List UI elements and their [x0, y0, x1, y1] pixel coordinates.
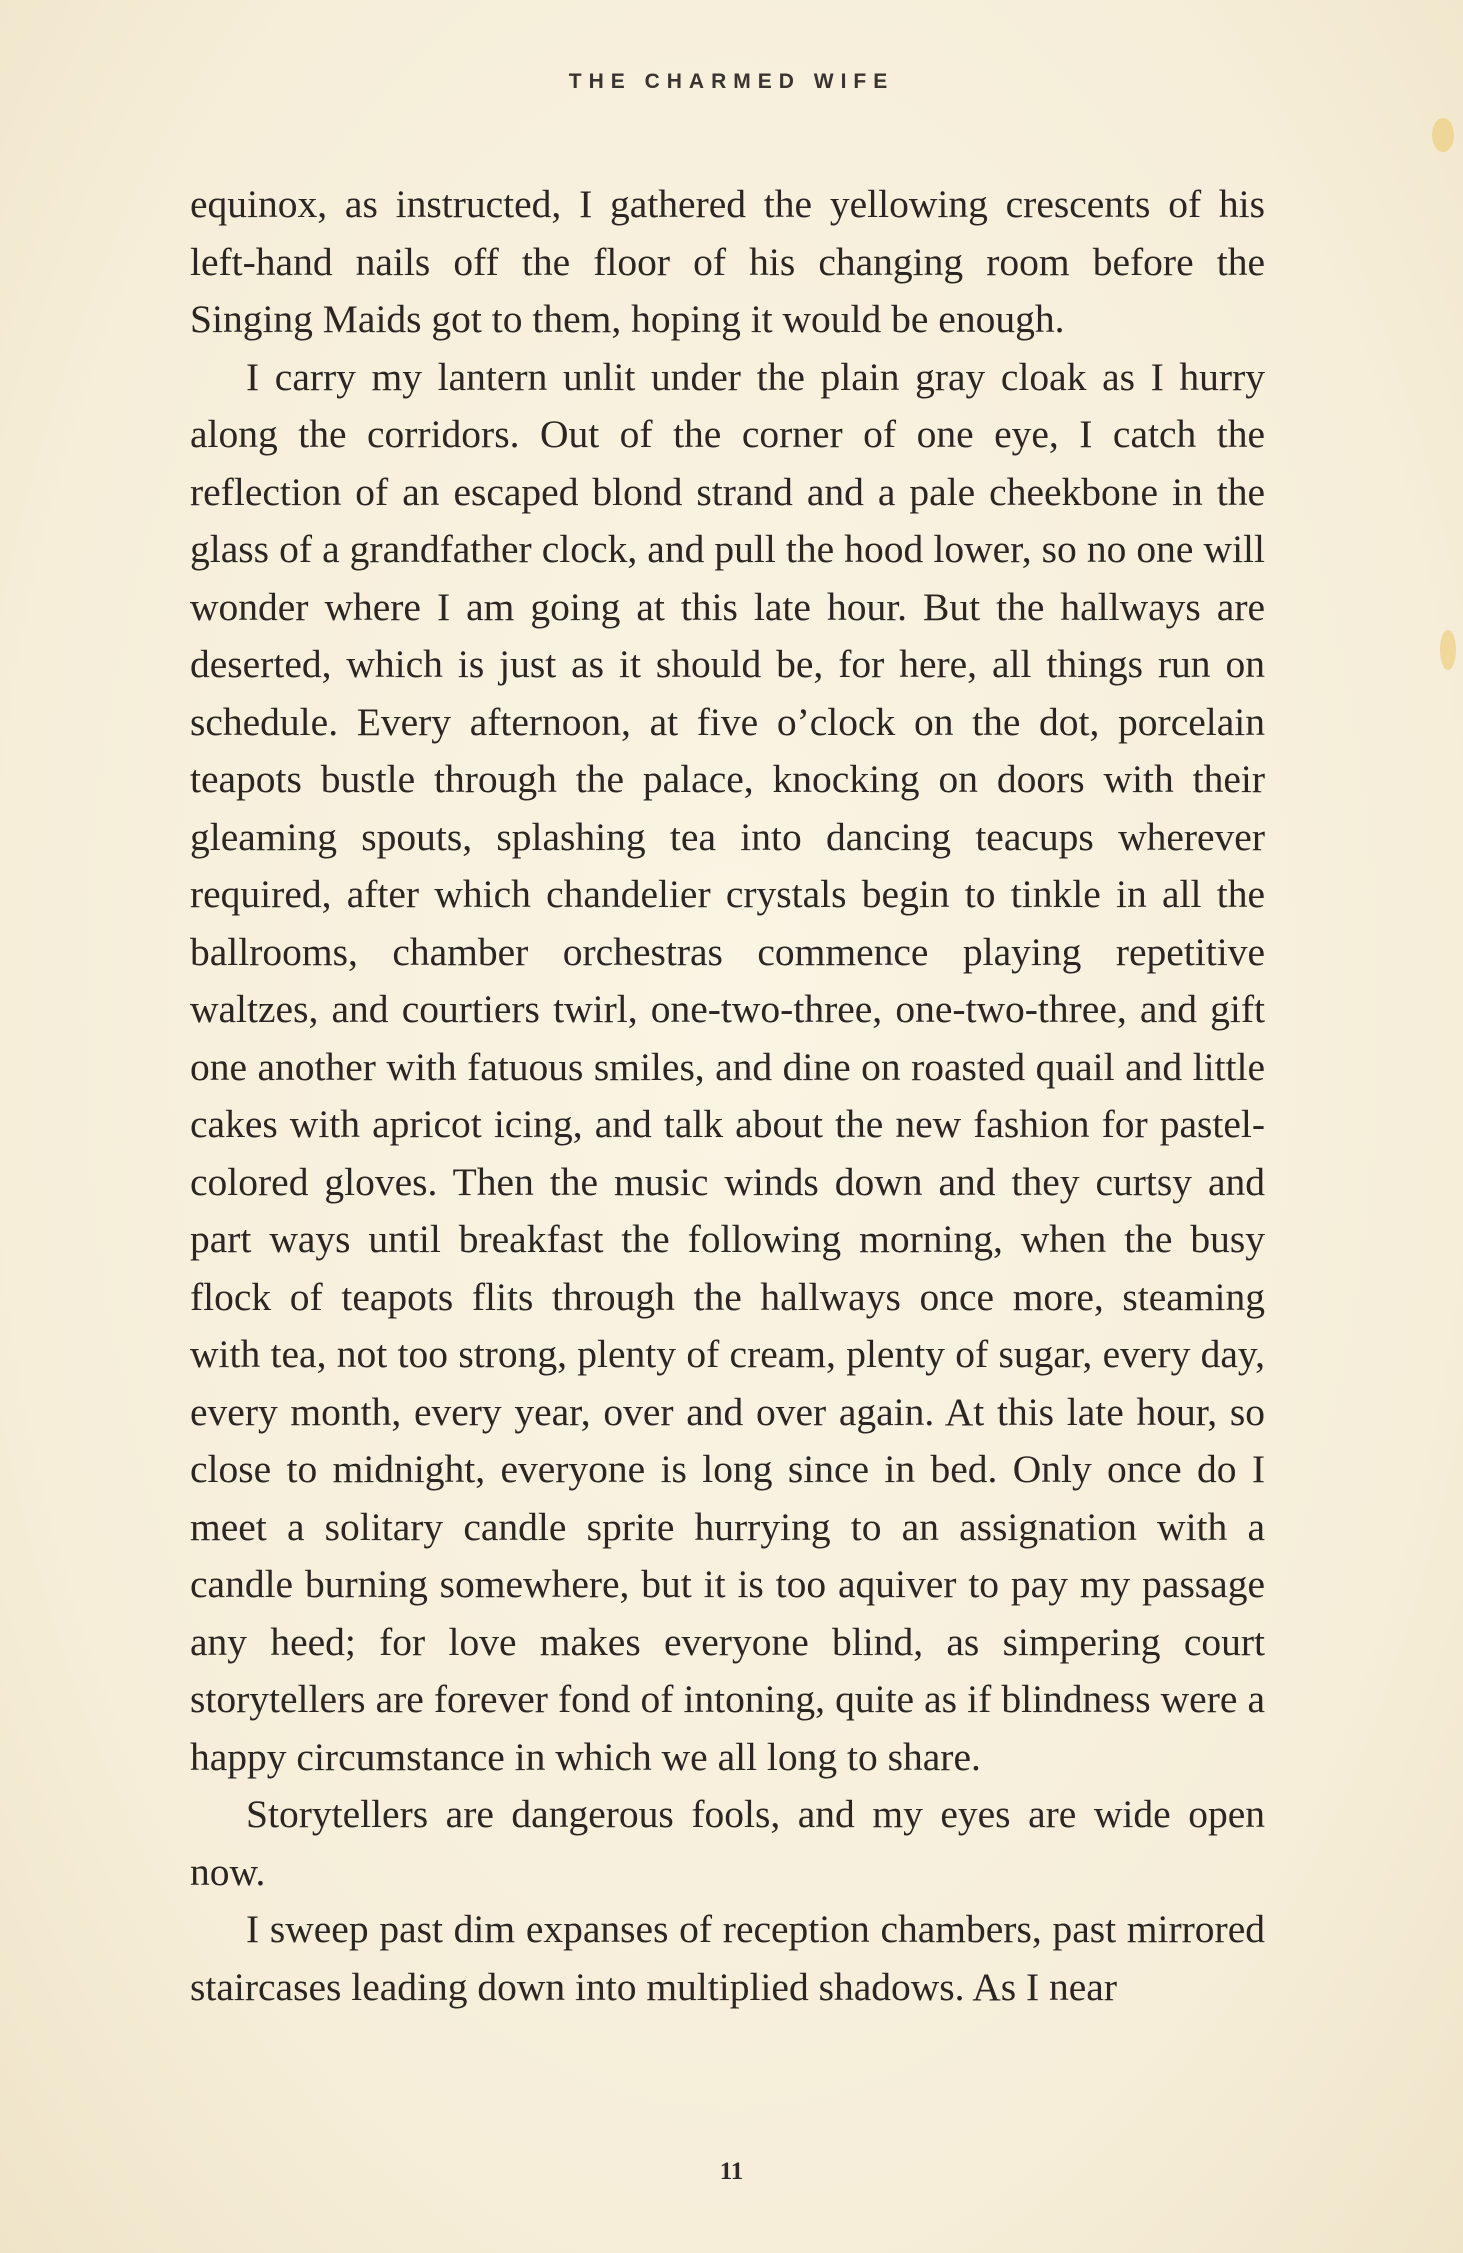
- page-number: 11: [719, 2158, 744, 2185]
- paragraph: Storytellers are dangerous fools, and my eyes are wide open now.: [190, 1792, 1265, 1894]
- running-head: THE CHARMED WIFE: [568, 70, 895, 93]
- body-text: [190, 176, 1265, 2016]
- paragraph: equinox, as instructed, I gathered the yellowing crescents of his left-hand nails off the floor of his changing room before the Singing Maids got to them, hoping it would be enough.: [190, 182, 1265, 341]
- paragraph: I carry my lantern unlit under the plain gray cloak as I hurry along the corridors. Out of the corner of one eye, I catch the reflection of an escaped blond strand and a pale cheekbone in the glass of a grandfather clock, and pull the hood lower, so no one will wonder where I am going at this late hour. But the hallways are deserted, which is just as it should be, for here, all things run on schedule. Every afternoon, at five o’clock on the dot, porcelain teapots bustle through the palace, knocking on doors with their gleaming spouts, splashing tea into dancing teacups wherever required, after which chandelier crystals begin to tinkle in all the ballrooms, chamber orchestras commence playing repetitive waltzes, and courtiers twirl, one-two-three, one-two-three, and gift one another with fatuous smiles, and dine on roasted quail and little cakes with apricot icing, and talk about the new fashion for pastel-colored gloves. Then the music winds down and they curtsy and part ways until breakfast the following morning, when the busy flock of teapots flits through the hallways once more, steaming with tea, not too strong, plenty of cream, plenty of sugar, every day, every month, every year, over and over again. At this late hour, so close to midnight, everyone is long since in bed. Only once do I meet a solitary candle sprite hurrying to an assignation with a candle burning somewhere, but it is too aquiver to pay my passage any heed; for love makes everyone blind, as simpering court storytellers are forever fond of intoning, quite as if blindness were a happy circumstance in which we all long to share.: [190, 354, 1265, 1779]
- paper-stain: [1440, 630, 1456, 670]
- paragraph: I sweep past dim expanses of reception chambers, past mirrored staircases leading down into multiplied shadows. As I near: [190, 1907, 1265, 2009]
- paper-stain: [1432, 118, 1454, 152]
